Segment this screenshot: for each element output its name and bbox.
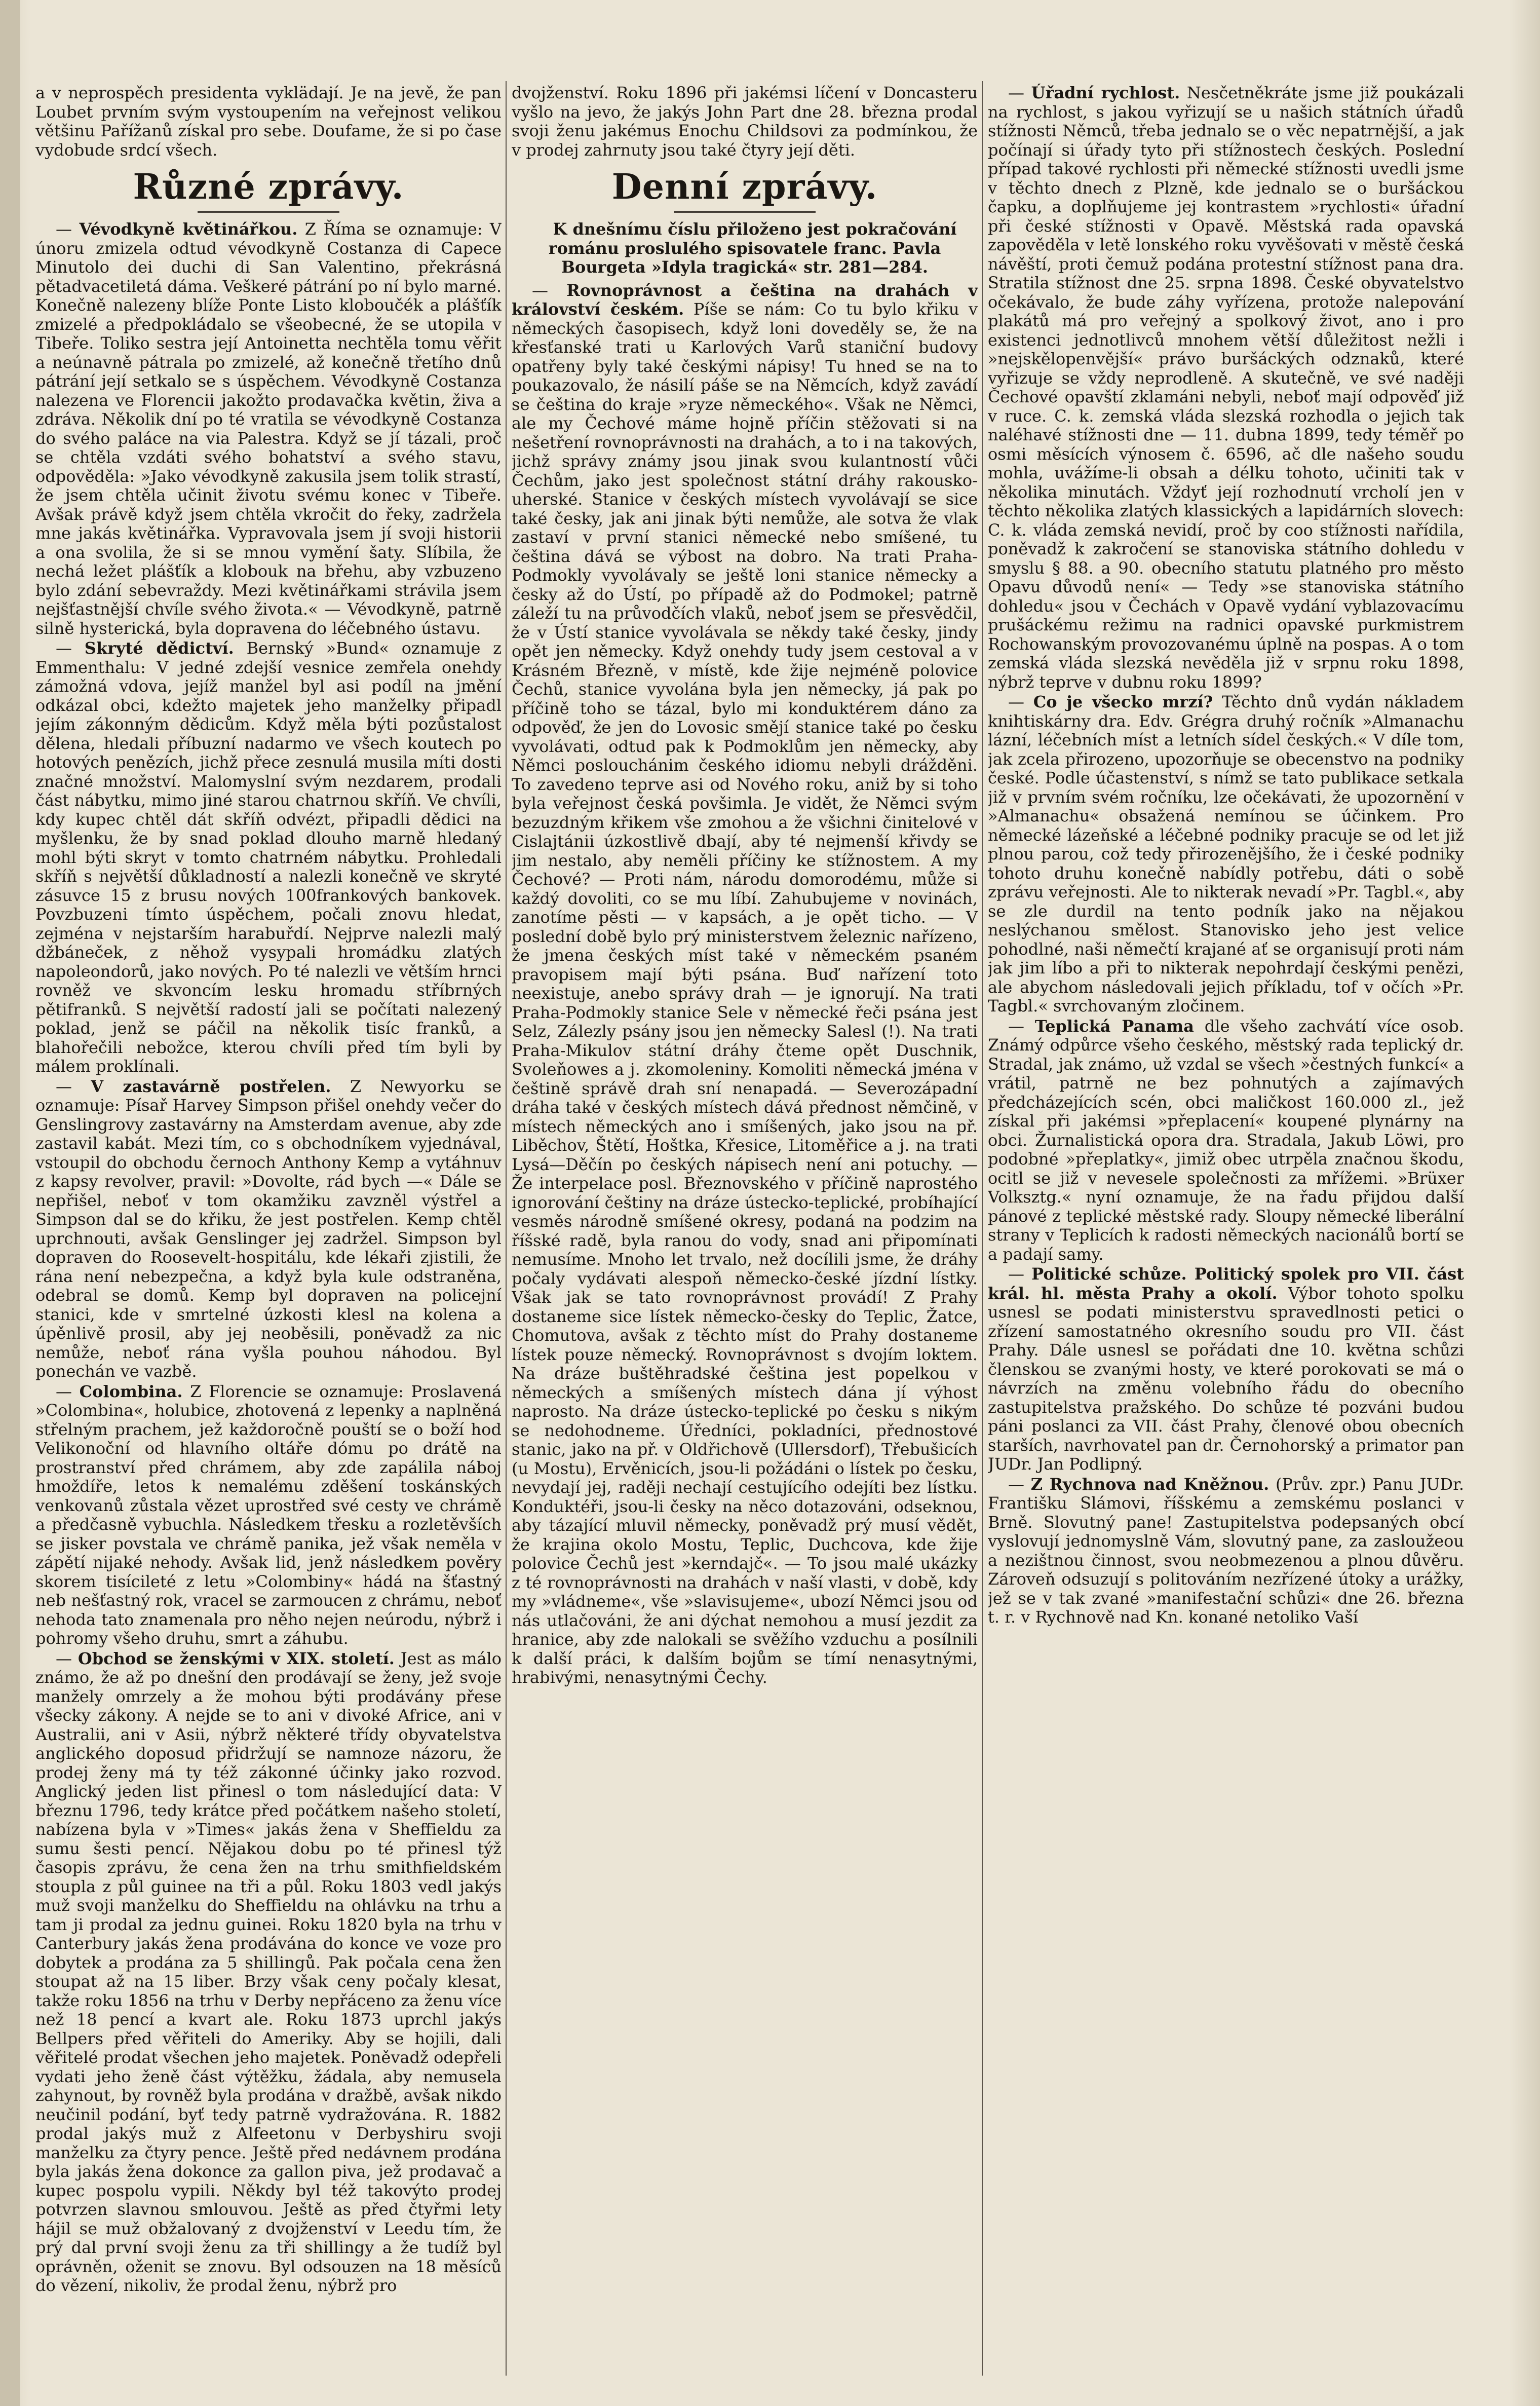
- article-item: — Politické schůze. Politický spolek pro VII. část král. hl. města Prahy a okolí. Výbor tohoto spolku usnesl se podati ministerstvu spravedlnosti petici o zřízení samostatného okresního soudu pro VII. část Prahy. Dále usnesl se pořádati dne 10. května schůzi členskou se zvanými hosty, ve které porokovati se má o návrzích na změnu volebního řádu do obecního zastupitelstva pražského. Do schůze té pozváni budou páni poslanci za VII. část Prahy, členové obou obecních starších, navrhovatel pan dr. Černohorský a primator pan JUDr. Jan Podlipný.: [988, 1264, 1464, 1474]
- heading-divider: [674, 211, 816, 213]
- column-rule: [506, 81, 507, 2376]
- heading-divider: [198, 211, 339, 213]
- column-3: [988, 84, 1464, 2386]
- article-title: Vévodkyně květinářkou.: [79, 219, 298, 239]
- article-body: Výbor tohoto spolku usnesl se podati ministerstvu spravedlnosti petici o zřízení samostatného okresního soudu pro VII. část Prahy. Dále usnesl se pořádati dne 10. května schůzi členskou se zvanými hosty, ve které porokovati se má o návrzích na změnu volebního řádu do obecního zastupitelstva pražského. Do schůze té pozváni budou páni poslanci za VII. část Prahy, členové obou obecních starších, navrhovatel pan dr. Černohorský a primator pan JUDr. Jan Podlipný.: [988, 1283, 1464, 1474]
- article-title: Co je všecko mrzí?: [1033, 692, 1213, 711]
- page-binding-edge: [0, 0, 20, 2406]
- article-body: Z Florencie se oznamuje: Proslavená »Colombina«, holubice, zhotovená z lepenky a naplněná střelným prachem, jež každoročně pouští se o boží hod Velikonoční od hlavního oltáře dómu po drátě na prostranství před chrámem, aby zde zapálila náboj hmoždíře, letos k nemalému zděšení toskánských venkovanů zůstala vězet uprostřed své cesty ve chrámě a předčasně vybuchla. Následkem třesku a rozletěvších se jisker povstala ve chrámě panika, jež však neměla v zápětí nijaké nehody. Avšak lid, jenž následkem pověry skorem tisícileté z letu »Colombiny« hádá na šťastný neb nešťastný rok, vracel se zarmoucen z chrámu, neboť nehoda tato znamenala pro něho nejen neúrodu, nýbrž i pohromy všeho druhu, smrt a záhubu.: [35, 1381, 502, 1648]
- column-2: [512, 84, 978, 2386]
- article-body: Bernský »Bund« oznamuje z Emmenthalu: V jedné zdejší vesnice zemřela onehdy zámožná vdova, jejíž manžel byl asi podíl na jmění odkázal obci, kdežto majetek jeho manželky připadl jejím zákonným dědicům. Když měla býti pozůstalost dělena, hledali příbuzní nadarmo ve všech koutech po hotových penězích, jichž přece zesnulá musila míti dosti značné množství. Malomyslní svým nezdarem, prodali část nábytku, mimo jiné starou chatrnou skříň. Ve chvíli, kdy kupec chtěl dát skříň odvézt, připadli dědici na myšlenku, že by snad poklad dlouho marně hledaný mohl býti skryt v tomto chatrném nábytku. Prohledali skříň s největší důkladností a nalezli konečně ve skryté zásuvce 15 z brusu nových 100frankových bankovek. Povzbuzeni tímto úspěchem, počali znovu hledat, zejména v nejstarším harabuřdí. Nejprve nalezli malý džbáneček, z něhož vysypali hromádku zlatých napoleondorů, jako nových. Po té nalezli ve větším hrnci rovněž ve skvoncím lesku hromadu stříbrných pětifranků. S největší radostí jali se počítati nalezený poklad, jenž se páčil na několik tisíc franků, a blahořečili nebožce, kterou chvíli před tím byli by málem proklínali.: [35, 638, 502, 1076]
- section-heading-ruzne-zpravy: Různé zprávy.: [133, 167, 404, 207]
- continuation-text: dvojženství. Roku 1896 při jakémsi líčení v Doncasteru vyšlo na jevo, že jakýs John Part dne 28. března prodal svoji ženu jakémus Enochu Childsovi za podmínkou, že v prodej zahrnuty jsou také čtyry její děti.: [512, 84, 978, 160]
- column-1: [35, 84, 502, 2386]
- article-body: Nesčetněkráte jsme již poukázali na rychlost, s jakou vyřizují se u našich státních úřadů stížnosti Němců, třeba jednalo se o věc nepatrnější, a jak počínají si úřady tyto při stížnostech českých. Poslední případ takové rychlosti při německé stížnosti uvedli jsme v těchto dnech z Plzně, kde jednalo se o buršáckou čapku, a doplňujeme jej kontrastem »rychlosti« úřadní při české stížnosti v Opavě. Městská rada opavská zapověděla v letě lonského roku vyvěšovati v městě česká návěští, proti čemuž podána protestní stížnost pana dra. Stratila stížnost dne 25. srpna 1898. České obyvatelstvo očekávalo, že bude záhy vyřízena, protože nalepování plakátů má pro veřejný a spolkový život, ano i pro existenci jednotlivců mnohem větší důležitost nežli i »nejskělopenvější« právo buršáckých odznaků, které vyřizuje se vždy neprodleně. A skutečně, ve své naději Čechové opavští zklamáni nebyli, neboť mají odpověď již v ruce. C. k. zemská vláda slezská rozhodla o jejich tak naléhavé stížnosti dne — 11. dubna 1899, tedy téměř po osmi měsících výnosem č. 6596, ač dle našeho soudu mohla, uvážíme-li obsah a délku tohoto, učiniti tak v několika minutách. Vždyť její rozhodnutí vrcholí jen v těchto několika zlatých klassických a lapidárních slovech: C. k. vláda zemská nevidí, proč by coo stížnosti nařídila, poněvadž k zakročení se stanoviska státního dohledu v smyslu § 88. a 90. obecního statutu platného pro město Opavu důvodů není« — Tedy »se stanoviska státního dohledu« jsou v Čechách v Opavě vydání vyblazovacímu prušáckému režimu na radnici opavské purkmistrem Rochowanským provozovanému úplně na pospas. A o tom zemská vláda slezská nevěděla již v srpnu roku 1898, nýbrž teprve v dubnu roku 1899?: [988, 84, 1464, 692]
- article-item: — Colombina. Z Florencie se oznamuje: Proslavená »Colombina«, holubice, zhotovená z lepenky a naplněná střelným prachem, jež každoročně pouští se o boží hod Velikonoční od hlavního oltáře dómu po drátě na prostranství před chrámem, aby zde zapálila náboj hmoždíře, letos k nemalému zděšení toskánských venkovanů zůstala vězet uprostřed své cesty ve chrámě a předčasně vybuchla. Následkem třesku a rozletěvších se jisker povstala ve chrámě panika, jež však neměla v zápětí nijaké nehody. Avšak lid, jenž následkem pověry skorem tisícileté z letu »Colombiny« hádá na šťastný neb nešťastný rok, vracel se zarmoucen z chrámu, neboť nehoda tato znamenala pro něho nejen neúrodu, nýbrž i pohromy všeho druhu, smrt a záhubu.: [35, 1381, 502, 1648]
- continuation-text: a v neprospěch presidenta vyklädají. Je na jevě, že pan Loubet prvním svým vystoupením na veřejnost velikou většinu Pařížanů získal pro sebe. Doufame, že si po čase vydobude srdcí všech.: [35, 84, 502, 160]
- article-item: — Teplická Panama dle všeho zachvátí více osob. Známý odpůrce všeho českého, městský rada teplický dr. Stradal, jak známo, už vzdal se všech »čestných funkcí« a vrátil, patrně ne bez pohnutých a zajímavých předcházejících scén, obci maličkost 160.000 zl., jež získal při jakémsi »přeplacení« koupené plynárny na obci. Žurnalistická opora dra. Stradala, Jakub Löwi, pro podobné »přeplatky«, jimiž obec utrpěla značnou škodu, ocitl se již v nevesele společnosti za mřížemi. »Brüxer Volksztg.« nyní oznamuje, že na řadu přijdou další pánové z teplické městské rady. Sloupy německé liberální strany v Teplicích k radosti německých nacionálů bortí se a padají samy.: [988, 1016, 1464, 1264]
- article-item: — Co je všecko mrzí? Těchto dnů vydán nákladem knihtiskárny dra. Edv. Grégra druhý ročník »Almanachu lázní, léčebních míst a letních sídel českých.« V díle tom, jak zcela přirozeno, upozorňuje se obecenstvo na podniky české. Podle účastenství, s nímž se tato publikace setkala již v prvním svém ročníku, lze očekávati, že upozornění v »Almanachu« obsažená nemínou se účinkem. Pro německé lázeňské a léčebné podniky pracuje se od let již plnou parou, což tedy přirozenějšího, že i české podniky tohoto druhu konečně nabídly potřebu, dáti o sobě zprávu veřejnosti. Ale to nikterak nevadí »Pr. Tagbl.«, aby se zle durdil na tento podník jako na nějakou neslýchanou smělost. Stanovisko jeho jest velice pohodlné, naši němečtí krajané ať se organisují proti nám jak jim líbo a při to nikterak nepohrdají českými penězi, ale abychom následovali jejich příkladu, tof v očích »Pr. Tagbl.« svrchovaným zločinem.: [988, 692, 1464, 1016]
- article-body: (Prův. zpr.) Panu JUDr. Františku Slámovi, říšskému a zemskému poslanci v Brně. Slovutný pane! Zastupitelstva podepsaných obcí vyslovují jednomyslně Vám, slovutný pane, za zasloužeou a nezištnou činnost, svou neobmezenou a plnou důvěru. Zároveň odsuzují s politováním nezřízené útoky a urážky, jež se v tak zvané »manifestační schůzi« dne 26. března t. r. v Rychnově nad Kn. konané netoliko Vaší: [988, 1474, 1464, 1627]
- article-item: — Úřadní rychlost. Nesčetněkráte jsme již poukázali na rychlost, s jakou vyřizují se u našich státních úřadů stížnosti Němců, třeba jednalo se o věc nepatrnější, a jak počínají si úřady tyto při stížnostech českých. Poslední případ takové rychlosti při německé stížnosti uvedli jsme v těchto dnech z Plzně, kde jednalo se o buršáckou čapku, a doplňujeme jej kontrastem »rychlosti« úřadní při české stížnosti v Opavě. Městská rada opavská zapověděla v letě lonského roku vyvěšovati v městě česká návěští, proti čemuž podána protestní stížnost pana dra. Stratila stížnost dne 25. srpna 1898. České obyvatelstvo očekávalo, že bude záhy vyřízena, protože nalepování plakátů má pro veřejný a spolkový život, ano i pro existenci jednotlivců mnohem větší důležitost nežli i »nejskělopenvější« právo buršáckých odznaků, které vyřizuje se vždy neprodleně. A skutečně, ve své naději Čechové opavští zklamáni nebyli, neboť mají odpověď již v ruce. C. k. zemská vláda slezská rozhodla o jejich tak naléhavé stížnosti dne — 11. dubna 1899, tedy téměř po osmi měsících výnosem č. 6596, ač dle našeho soudu mohla, uvážíme-li obsah a délku tohoto, učiniti tak v několika minutách. Vždyť její rozhodnutí vrcholí jen v těchto několika zlatých klassických a lapidárních slovech: C. k. vláda zemská nevidí, proč by coo stížnosti nařídila, poněvadž k zakročení se stanoviska státního dohledu v smyslu § 88. a 90. obecního statutu platného pro město Opavu důvodů není« — Tedy »se stanoviska státního dohledu« jsou v Čechách v Opavě vydání vyblazovacímu prušáckému režimu na radnici opavské purkmistrem Rochowanským provozovanému úplně na pospas. A o tom zemská vláda slezská nevěděla již v srpnu roku 1898, nýbrž teprve v dubnu roku 1899?: [988, 84, 1464, 692]
- article-title: Obchod se ženskými v XIX. století.: [78, 1648, 395, 1668]
- article-item: — Vévodkyně květinářkou. Z Říma se oznamuje: V únoru zmizela odtud vévodkyně Costanza di Capece Minutolo dei duchi di San Valentino, překrásná pětadvacetiletá dáma. Veškeré pátrání po ní bylo marné. Konečně nalezeny blíže Ponte Listo kloboučék a plášťík zmizelé a předpokládalo se všeobecné, že se utopila v Tibeře. Toliko sestra její Antoinetta nechtěla tomu věřit a neúnavně pátrala po zmizelé, až konečně třetího dnů pátrání její setkalo se s úspěchem. Vévodkyně Costanza nalezena ve Florencii jakožto prodavačka květin, živa a zdráva. Několik dní po té vratila se vévodkyně Costanza do svého paláce na via Palestra. Když se jí tázali, proč se chtěla vzdáti svého bohatství a svého stavu, odpověděla: »Jako vévodkyně zakusila jsem tolik strastí, že jsem chtěla učinit životu svému konec v Tibeře. Avšak právě když jsem chtěla vkročit do řeky, zadržela mne jakás květinářka. Vypravovala jsem jí svoji historii a ona svolila, že si se mnou vymění šaty. Slíbila, že nechá ležet plášťík a klobouk na břehu, aby vzbuzeno bylo zdání sebevraždy. Mezi květinářkami strávila jsem nejšťastnější chvíle svého života.« — Vévodkyně, patrně silně hysterická, byla dopravena do léčebného ústavu.: [35, 219, 502, 638]
- article-body: Těchto dnů vydán nákladem knihtiskárny dra. Edv. Grégra druhý ročník »Almanachu lázní, léčebních míst a letních sídel českých.« V díle tom, jak zcela přirozeno, upozorňuje se obecenstvo na podniky české. Podle účastenství, s nímž se tato publikace setkala již v prvním svém ročníku, lze očekávati, že upozornění v »Almanachu« obsažená nemínou se účinkem. Pro německé lázeňské a léčebné podniky pracuje se od let již plnou parou, což tedy přirozenějšího, že i české podniky tohoto druhu konečně nabídly potřebu, dáti o sobě zprávu veřejnosti. Ale to nikterak nevadí »Pr. Tagbl.«, aby se zle durdil na tento podník jako na nějakou neslýchanou smělost. Stanovisko jeho jest velice pohodlné, naši němečtí krajané ať se organisují proti nám jak jim líbo a při to nikterak nepohrdají českými penězi, ale abychom následovali jejich příkladu, tof v očích »Pr. Tagbl.« svrchovaným zločinem.: [988, 692, 1464, 1016]
- section-heading-denni-zpravy: Denní zprávy.: [611, 167, 878, 207]
- article-item: — Z Rychnova nad Kněžnou. (Prův. zpr.) Panu JUDr. Františku Slámovi, říšskému a zemskému poslanci v Brně. Slovutný pane! Zastupitelstva podepsaných obcí vyslovují jednomyslně Vám, slovutný pane, za zasloužeou a nezištnou činnost, svou neobmezenou a plnou důvěru. Zároveň odsuzují s politováním nezřízené útoky a urážky, jež se v tak zvané »manifestační schůzi« dne 26. března t. r. v Rychnově nad Kn. konané netoliko Vaší: [988, 1474, 1464, 1627]
- article-title: Teplická Panama: [1034, 1016, 1194, 1036]
- supplement-notice: K dnešnímu číslu přiloženo jest pokračování románu proslulého spisovatele franc. Pavla Bourgeta »Idyla tragická« str. 281—284.: [548, 219, 957, 277]
- article-title: Colombina.: [79, 1381, 183, 1401]
- article-item: — V zastavárně postřelen. Z Newyorku se oznamuje: Písař Harvey Simpson přišel onehdy večer do Genslingrovy zastavárny na Amsterdam avenue, aby zde zastavil kabát. Mezi tím, co s obchodníkem vyjednával, vstoupil do obchodu černoch Anthony Kemp a vytáhnuv z kapsy revolver, pravil: »Dovolte, rád bych —« Dále se nepřišel, neboť v tom okamžiku zavzněl výstřel a Simpson dal se do křiku, že jest postřelen. Kemp chtěl uprchnouti, avšak Genslinger jej zadržel. Simpson byl dopraven do Roosevelt-hospitálu, kde lékaři zjistili, že rána není nebezpečna, a když byla kule odstraněna, odebral se domů. Kemp byl dopraven na policejní stanici, kde v smrtelné úzkosti klesl na kolena a úpěnlivě prosil, aby jej neoběsili, poněvadž za nic nemůže, neboť rána vyšla pouhou náhodou. Byl ponechán ve vazbě.: [35, 1076, 502, 1381]
- article-item: — Skryté dědictví. Bernský »Bund« oznamuje z Emmenthalu: V jedné zdejší vesnice zemřela onehdy zámožná vdova, jejíž manžel byl asi podíl na jmění odkázal obci, kdežto majetek jeho manželky připadl jejím zákonným dědicům. Když měla býti pozůstalost dělena, hledali příbuzní nadarmo ve všech koutech po hotových penězích, jichž přece zesnulá musila míti dosti značné množství. Malomyslní svým nezdarem, prodali část nábytku, mimo jiné starou chatrnou skříň. Ve chvíli, kdy kupec chtěl dát skříň odvézt, připadli dědici na myšlenku, že by snad poklad dlouho marně hledaný mohl býti skryt v tomto chatrném nábytku. Prohledali skříň s největší důkladností a nalezli konečně ve skryté zásuvce 15 z brusu nových 100frankových bankovek. Povzbuzeni tímto úspěchem, počali znovu hledat, zejména v nejstarším harabuřdí. Nejprve nalezli malý džbáneček, z něhož vysypali hromádku zlatých napoleondorů, jako nových. Po té nalezli ve větším hrnci rovněž ve skvoncím lesku hromadu stříbrných pětifranků. S největší radostí jali se počítati nalezený poklad, jenž se páčil na několik tisíc franků, a blahořečili nebožce, kterou chvíli před tím byli by málem proklínali.: [35, 638, 502, 1076]
- article-title: Skryté dědictví.: [84, 638, 234, 658]
- column-rule: [982, 81, 983, 2376]
- article-title: Z Rychnova nad Kněžnou.: [1030, 1474, 1269, 1494]
- article-item: — Rovnoprávnost a čeština na drahách v království českém. Píše se nám: Co tu bylo křiku v německých časopisech, když loni doveděly se, že na křesťanské trati u Karlových Varů staniční budovy opatřeny byly také českými nápisy! Tu hned se na to poukazovalo, že násilí páše se na Němcích, když zavádí se čeština do kraje »ryze německého«. Však ne Němci, ale my Čechové máme hojně příčin stěžovati si na nešetření rovnoprávnosti na drahách, a to i na takových, jichž správy známy jsou jinak svou kulantností vůči Čechům, jako jest společnost státní dráhy rakousko-uherské. Stanice v českých místech vyvolávají se sice také česky, jak ani jinak býti nemůže, ale sotva že vlak zastaví v první stanici německé nebo smíšené, tu čeština dává se výbost na dobro. Na trati Praha-Podmokly vyvolávaly se ještě loni stanice německy a česky až do Ústí, po případě až do Podmokel; patrně záleží tu na průvodčích vlaků, neboť jsem se přesvědčil, že v Ústí stanice vyvolávala se někdy také česky, jindy opět jen německy. Když onehdy tudy jsem cestoval a v Krásném Březně, v místě, kde žije nejméně polovice Čechů, stanice vyvolána byla jen německy, já pak po příčině toho se tázal, bylo mi konduktérem dáno za odpověď, že jen do Lovosic smějí stanice také po česku vyvolávati, odtud pak k Podmoklům jen německy, aby Němci poslouchánim českého idiomu nebyli drážděni. To zavedeno teprve asi od Nového roku, aniž by si toho byla veřejnost česká povšimla. Je vidět, že Němci svým bezuzdným křikem vše zmohou a že všichni činitelové v Cislajtánii úzkostlivě dbají, aby té nejmenší křivdy se jim nestalo, aby neměli příčiny ke stížnostem. A my Čechové? — Proti nám, národu domorodému, může si každý dovoliti, co se mu líbí. Zahubujeme v novinách, zanotíme pěsti — v kapsách, a je opět ticho. — V poslední době bylo prý ministerstvem železnic nařízeno, že jmena českých míst také v německém psaném pravopisem mají býti psána. Buď nařízení toto neexistuje, anebo správy drah — je ignorují. Na trati Praha-Podmokly stanice Sele v německé řeči psána jest Selz, Zálezly psány jsou jen německy Salesl (!). Na trati Praha-Mikulov státní dráhy čteme opět Duschnik, Svoleňowes a j. zkomoleniny. Komoliti německá jména v češtině správě drah sní nenapadá. — Severozápadní dráha také v českých místech dává přednost němčině, v místech německých ano i smíšených, jako jsou na př. Liběchov, Štětí, Hoštka, Křesice, Litoměřice a j. na trati Lysá—Děčín po českých nápisech není ani potuchy. — Že interpelace posl. Březnovského v příčině naprostého ignorování češtiny na dráze ústecko-teplické, probíhající vesměs národně smíšené okresy, podaná na podzim na říšské radě, byla ranou do vody, snad ani připomínati nemusíme. Mnoho let trvalo, než docílili jsme, že dráhy počaly vydávati alespoň německo-české jízdní lístky. Však jak se tato rovnoprávnost provádí! Z Prahy dostaneme sice lístek německo-česky do Teplic, Žatce, Chomutova, avšak z těchto míst do Prahy dostaneme lístek pouze německý. Rovnoprávnost s dvojím loktem. Na dráze buštěhradské čeština jest popelkou v německých a smíšených místech dána jí výhost naprosto. Na dráze ústecko-teplické po česku s nikým se nedohodneme. Úředníci, pokladníci, přednostové stanic, jako na př. v Oldřichově (Ullersdorf), Třebušicích (u Mostu), Ervěnicích, jsou-li požádáni o lístek po česku, nevydají jej, raději nechají cestujícího odejíti bez lístku. Konduktéři, jsou-li česky na něco dotazováni, odseknou, aby tázající mluvil německy, poněvadž prý musí vědět, že krajina okolo Mostu, Teplic, Duchcova, kde žije polovice Čechů jest »kerndajč«. — To jsou malé ukázky z té rovnoprávnosti na drahách v naší vlasti, v době, kdy my »vládneme«, vše »slavisujeme«, ubozí Němci jsou od nás utlačováni, že ani dýchat nemohou a musí jezdit za hranice, aby zde nalokali se svěžího vzduchu a posílnili k další práci, k dalším bojům se tímí nenasytnými, hrabivými, nenasytnými Čechy.: [512, 280, 978, 1687]
- article-body: dle všeho zachvátí více osob. Známý odpůrce všeho českého, městský rada teplický dr. Stradal, jak známo, už vzdal se všech »čestných funkcí« a vrátil, patrně ne bez pohnutých a zajímavých předcházejících scén, obci maličkost 160.000 zl., jež získal při jakémsi »přeplacení« koupené plynárny na obci. Žurnalistická opora dra. Stradala, Jakub Löwi, pro podobné »přeplatky«, jimiž obec utrpěla značnou škodu, ocitl se již v nevesele společnosti za mřížemi. »Brüxer Volksztg.« nyní oznamuje, že na řadu přijdou další pánové z teplické městské rady. Sloupy německé liberální strany v Teplicích k radosti německých nacionálů bortí se a padají samy.: [988, 1016, 1464, 1264]
- article-body: Z Newyorku se oznamuje: Písař Harvey Simpson přišel onehdy večer do Genslingrovy zastavárny na Amsterdam avenue, aby zde zastavil kabát. Mezi tím, co s obchodníkem vyjednával, vstoupil do obchodu černoch Anthony Kemp a vytáhnuv z kapsy revolver, pravil: »Dovolte, rád bych —« Dále se nepřišel, neboť v tom okamžiku zavzněl výstřel a Simpson dal se do křiku, že jest postřelen. Kemp chtěl uprchnouti, avšak Genslinger jej zadržel. Simpson byl dopraven do Roosevelt-hospitálu, kde lékaři zjistili, že rána není nebezpečna, a když byla kule odstraněna, odebral se domů. Kemp byl dopraven na policejní stanici, kde v smrtelné úzkosti klesl na kolena a úpěnlivě prosil, aby jej neoběsili, poněvadž za nic nemůže, neboť rána vyšla pouhou náhodou. Byl ponechán ve vazbě.: [35, 1076, 502, 1381]
- article-title: V zastavárně postřelen.: [91, 1076, 331, 1096]
- article-title: Rovnoprávnost a čeština na drahách v království českém.: [512, 280, 978, 319]
- article-body: Píše se nám: Co tu bylo křiku v německých časopisech, když loni doveděly se, že na křesťanské trati u Karlových Varů staniční budovy opatřeny byly také českými nápisy! Tu hned se na to poukazovalo, že násilí páše se na Němcích, když zavádí se čeština do kraje »ryze německého«. Však ne Němci, ale my Čechové máme hojně příčin stěžovati si na nešetření rovnoprávnosti na drahách, a to i na takových, jichž správy známy jsou jinak svou kulantností vůči Čechům, jako jest společnost státní dráhy rakousko-uherské. Stanice v českých místech vyvolávají se sice také česky, jak ani jinak býti nemůže, ale sotva že vlak zastaví v první stanici německé nebo smíšené, tu čeština dává se výbost na dobro. Na trati Praha-Podmokly vyvolávaly se ještě loni stanice německy a česky až do Ústí, po případě až do Podmokel; patrně záleží tu na průvodčích vlaků, neboť jsem se přesvědčil, že v Ústí stanice vyvolávala se někdy také česky, jindy opět jen německy. Když onehdy tudy jsem cestoval a v Krásném Březně, v místě, kde žije nejméně polovice Čechů, stanice vyvolána byla jen německy, já pak po příčině toho se tázal, bylo mi konduktérem dáno za odpověď, že jen do Lovosic smějí stanice také po česku vyvolávati, odtud pak k Podmoklům jen německy, aby Němci poslouchánim českého idiomu nebyli drážděni. To zavedeno teprve asi od Nového roku, aniž by si toho byla veřejnost česká povšimla. Je vidět, že Němci svým bezuzdným křikem vše zmohou a že všichni činitelové v Cislajtánii úzkostlivě dbají, aby té nejmenší křivdy se jim nestalo, aby neměli příčiny ke stížnostem. A my Čechové? — Proti nám, národu domorodému, může si každý dovoliti, co se mu líbí. Zahubujeme v novinách, zanotíme pěsti — v kapsách, a je opět ticho. — V poslední době bylo prý ministerstvem železnic nařízeno, že jmena českých míst také v německém psaném pravopisem mají býti psána. Buď nařízení toto neexistuje, anebo správy drah — je ignorují. Na trati Praha-Podmokly stanice Sele v německé řeči psána jest Selz, Zálezly psány jsou jen německy Salesl (!). Na trati Praha-Mikulov státní dráhy čteme opět Duschnik, Svoleňowes a j. zkomoleniny. Komoliti německá jména v češtině správě drah sní nenapadá. — Severozápadní dráha také v českých místech dává přednost němčině, v místech německých ano i smíšených, jako jsou na př. Liběchov, Štětí, Hoštka, Křesice, Litoměřice a j. na trati Lysá—Děčín po českých nápisech není ani potuchy. — Že interpelace posl. Březnovského v příčině naprostého ignorování češtiny na dráze ústecko-teplické, probíhající vesměs národně smíšené okresy, podaná na podzim na říšské radě, byla ranou do vody, snad ani připomínati nemusíme. Mnoho let trvalo, než docílili jsme, že dráhy počaly vydávati alespoň německo-české jízdní lístky. Však jak se tato rovnoprávnost provádí! Z Prahy dostaneme sice lístek německo-česky do Teplic, Žatce, Chomutova, avšak z těchto míst do Prahy dostaneme lístek pouze německý. Rovnoprávnost s dvojím loktem. Na dráze buštěhradské čeština jest popelkou v německých a smíšených místech dána jí výhost naprosto. Na dráze ústecko-teplické po česku s nikým se nedohodneme. Úředníci, pokladníci, přednostové stanic, jako na př. v Oldřichově (Ullersdorf), Třebušicích (u Mostu), Ervěnicích, jsou-li požádáni o lístek po česku, nevydají jej, raději nechají cestujícího odejíti bez lístku. Konduktéři, jsou-li česky na něco dotazováni, odseknou, aby tázající mluvil německy, poněvadž prý musí vědět, že krajina okolo Mostu, Teplic, Duchcova, kde žije polovice Čechů jest »kerndajč«. — To jsou malé ukázky z té rovnoprávnosti na drahách v naší vlasti, v době, kdy my »vládneme«, vše »slavisujeme«, ubozí Němci jsou od nás utlačováni, že ani dýchat nemohou a musí jezdit za hranice, aby zde nalokali se svěžího vzduchu a posílnili k další práci, k dalším bojům se tímí nenasytnými, hrabivými, nenasytnými Čechy.: [512, 299, 978, 1687]
- article-body: Z Říma se oznamuje: V únoru zmizela odtud vévodkyně Costanza di Capece Minutolo dei duchi di San Valentino, překrásná pětadvacetiletá dáma. Veškeré pátrání po ní bylo marné. Konečně nalezeny blíže Ponte Listo kloboučék a plášťík zmizelé a předpokládalo se všeobecné, že se utopila v Tibeře. Toliko sestra její Antoinetta nechtěla tomu věřit a neúnavně pátrala po zmizelé, až konečně třetího dnů pátrání její setkalo se s úspěchem. Vévodkyně Costanza nalezena ve Florencii jakožto prodavačka květin, živa a zdráva. Několik dní po té vratila se vévodkyně Costanza do svého paláce na via Palestra. Když se jí tázali, proč se chtěla vzdáti svého bohatství a svého stavu, odpověděla: »Jako vévodkyně zakusila jsem tolik strastí, že jsem chtěla učinit životu svému konec v Tibeře. Avšak právě když jsem chtěla vkročit do řeky, zadržela mne jakás květinářka. Vypravovala jsem jí svoji historii a ona svolila, že si se mnou vymění šaty. Slíbila, že nechá ležet plášťík a klobouk na břehu, aby vzbuzeno bylo zdání sebevraždy. Mezi květinářkami strávila jsem nejšťastnější chvíle svého života.« — Vévodkyně, patrně silně hysterická, byla dopravena do léčebného ústavu.: [35, 219, 502, 638]
- article-title: Politické schůze. Politický spolek pro VII. část král. hl. města Prahy a okolí.: [988, 1264, 1464, 1303]
- article-title: Úřadní rychlost.: [1031, 84, 1180, 102]
- article-item: — Obchod se ženskými v XIX. století. Jest as málo známo, že až po dnešní den prodávají se ženy, jež svoje manžely omrzely a že mohou býti prodávány přese všecky zákony. A nejde se to ani v divoké Africe, ani v Australii, ani v Asii, nýbrž některé třídy obyvatelstva anglického doposud přidržují se namnoze názoru, že prodej ženy má ty též zákonné účinky jako rozvod. Anglický jeden list přinesl o tom následující data: V březnu 1796, tedy krátce před počátkem našeho století, nabízena byla v »Times« jakás žena v Sheffieldu za sumu šesti pencí. Nějakou dobu po té přinesl týž časopis zprávu, že cena žen na trhu smithfieldském stoupla z půl guinee na tři a půl. Roku 1803 vedl jakýs muž svoji manželku do Sheffieldu na ohlávku na trhu a tam ji prodal za jednu guinei. Roku 1820 byla na trhu v Canterbury jakás žena prodávána do konce ve voze pro dobytek a prodána za 5 shillingů. Pak počala cena žen stoupat až na 15 liber. Brzy však ceny počaly klesat, takže roku 1856 na trhu v Derby nepřáceno za ženu více než 18 pencí a kvart ale. Roku 1873 uprchl jakýs Bellpers před věřiteli do Ameriky. Aby se hojili, dali věřitelé prodat všechen jeho majetek. Poněvadž odepřeli vydati jeho ženě část výtěžku, žádala, aby nemusela zahynout, by rovněž byla prodána v dražbě, avšak nikdo neučinil podání, byť tedy patrně vydražována. R. 1882 prodal jakýs muž z Alfeetonu v Derbyshiru svoji manželku za čtyry pence. Ještě před nedávnem prodána byla jakás žena dokonce za gallon piva, jež prodavač a kupec pospolu vypili. Někdy byl též takovýto prodej potvrzen slavnou smlouvou. Ještě as před čtyřmi lety hájil se muž obžalovaný z dvojženství v Leedu tím, že prý dal první svoji ženu za tři shillingy a že tudíž byl oprávněn, oženit se znovu. Byl odsouzen na 18 měsíců do vězení, nikoliv, že prodal ženu, nýbrž pro: [35, 1648, 502, 2295]
- article-body: Jest as málo známo, že až po dnešní den prodávají se ženy, jež svoje manžely omrzely a že mohou býti prodávány přese všecky zákony. A nejde se to ani v divoké Africe, ani v Australii, ani v Asii, nýbrž některé třídy obyvatelstva anglického doposud přidržují se namnoze názoru, že prodej ženy má ty též zákonné účinky jako rozvod. Anglický jeden list přinesl o tom následující data: V březnu 1796, tedy krátce před počátkem našeho století, nabízena byla v »Times« jakás žena v Sheffieldu za sumu šesti pencí. Nějakou dobu po té přinesl týž časopis zprávu, že cena žen na trhu smithfieldském stoupla z půl guinee na tři a půl. Roku 1803 vedl jakýs muž svoji manželku do Sheffieldu na ohlávku na trhu a tam ji prodal za jednu guinei. Roku 1820 byla na trhu v Canterbury jakás žena prodávána do konce ve voze pro dobytek a prodána za 5 shillingů. Pak počala cena žen stoupat až na 15 liber. Brzy však ceny počaly klesat, takže roku 1856 na trhu v Derby nepřáceno za ženu více než 18 pencí a kvart ale. Roku 1873 uprchl jakýs Bellpers před věřiteli do Ameriky. Aby se hojili, dali věřitelé prodat všechen jeho majetek. Poněvadž odepřeli vydati jeho ženě část výtěžku, žádala, aby nemusela zahynout, by rovněž byla prodána v dražbě, avšak nikdo neučinil podání, byť tedy patrně vydražována. R. 1882 prodal jakýs muž z Alfeetonu v Derbyshiru svoji manželku za čtyry pence. Ještě před nedávnem prodána byla jakás žena dokonce za gallon piva, jež prodavač a kupec pospolu vypili. Někdy byl též takovýto prodej potvrzen slavnou smlouvou. Ještě as před čtyřmi lety hájil se muž obžalovaný z dvojženství v Leedu tím, že prý dal první svoji ženu za tři shillingy a že tudíž byl oprávněn, oženit se znovu. Byl odsouzen na 18 měsíců do vězení, nikoliv, že prodal ženu, nýbrž pro: [35, 1648, 502, 2295]
